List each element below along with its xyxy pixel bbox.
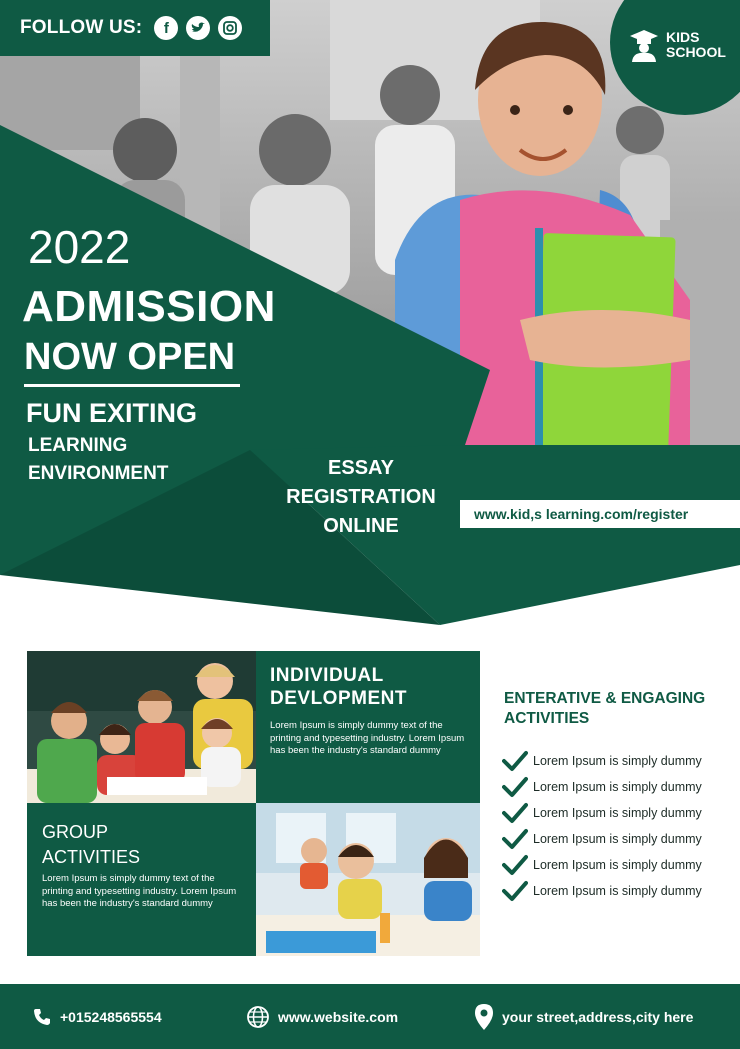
individual-title bbox=[270, 664, 407, 710]
kids-school-logo bbox=[628, 28, 726, 62]
group-title bbox=[42, 820, 140, 870]
hero-tagline-line2: LEARNING bbox=[28, 435, 128, 456]
essay-registration bbox=[268, 454, 454, 541]
hero-headline: ADMISSION bbox=[22, 282, 276, 331]
checkmark-icon bbox=[502, 880, 528, 902]
activity-text: Lorem Ipsum is simply dummy bbox=[533, 780, 702, 794]
essay-line1: ESSAY bbox=[328, 457, 394, 479]
group-title-line1: GROUP bbox=[42, 822, 109, 842]
checkmark-icon bbox=[502, 776, 528, 798]
footer-phone[interactable] bbox=[32, 1007, 162, 1027]
list-item bbox=[502, 878, 702, 904]
essay-line2: REGISTRATION bbox=[286, 486, 436, 508]
individual-title-line2: DEVLOPMENT bbox=[270, 688, 407, 709]
activity-text: Lorem Ipsum is simply dummy bbox=[533, 832, 702, 846]
checkmark-icon bbox=[502, 828, 528, 850]
activities-list bbox=[502, 748, 702, 904]
twitter-icon[interactable] bbox=[186, 16, 210, 40]
list-item bbox=[502, 826, 702, 852]
checkmark-icon bbox=[502, 854, 528, 876]
group-title-line2: ACTIVITIES bbox=[42, 847, 141, 867]
website-text[interactable]: www.website.com bbox=[278, 1008, 399, 1025]
individual-title-line1: INDIVIDUAL bbox=[270, 665, 384, 686]
footer-bar bbox=[0, 984, 740, 1049]
facebook-icon[interactable]: f bbox=[154, 16, 178, 40]
list-item bbox=[502, 748, 702, 774]
activity-text: Lorem Ipsum is simply dummy bbox=[533, 858, 702, 872]
hero-tagline: FUN EXITING bbox=[26, 398, 198, 428]
graduate-icon bbox=[628, 28, 660, 62]
group-body: Lorem Ipsum is simply dummy text of the printing and typesetting industry. Lorem Ipsum has been the industry's standard dummy bbox=[42, 873, 237, 909]
location-pin-icon bbox=[474, 1003, 494, 1031]
follow-us-bar bbox=[0, 0, 270, 56]
checkmark-icon bbox=[502, 802, 528, 824]
follow-us-label: FOLLOW US: bbox=[20, 17, 143, 38]
hero-tagline-line3: ENVIRONMENT bbox=[28, 463, 169, 484]
footer-website[interactable] bbox=[246, 1005, 398, 1029]
register-url-bar[interactable] bbox=[460, 500, 740, 528]
phone-icon bbox=[32, 1007, 52, 1027]
list-item bbox=[502, 800, 702, 826]
hero-year: 2022 bbox=[28, 221, 131, 273]
logo-line2: SCHOOL bbox=[666, 44, 726, 60]
hero-divider bbox=[24, 384, 240, 387]
activity-text: Lorem Ipsum is simply dummy bbox=[533, 884, 702, 898]
activity-text: Lorem Ipsum is simply dummy bbox=[533, 806, 702, 820]
instagram-icon[interactable] bbox=[218, 16, 242, 40]
list-item bbox=[502, 774, 702, 800]
kids-painting-photo bbox=[256, 803, 480, 956]
essay-line3: ONLINE bbox=[323, 515, 399, 537]
activities-title: ENTERATIVE & ENGAGING ACTIVITIES bbox=[504, 690, 706, 727]
address-text: your street,address,city here bbox=[502, 1008, 694, 1025]
hero-subheadline: NOW OPEN bbox=[24, 336, 236, 378]
globe-icon bbox=[246, 1005, 270, 1029]
phone-number[interactable]: +015248565554 bbox=[60, 1008, 162, 1025]
list-item bbox=[502, 852, 702, 878]
activity-text: Lorem Ipsum is simply dummy bbox=[533, 754, 702, 768]
hero-tagline-sub bbox=[28, 432, 168, 488]
footer-address bbox=[474, 1003, 693, 1031]
classroom-photo bbox=[27, 651, 256, 803]
checkmark-icon bbox=[502, 750, 528, 772]
individual-body: Lorem Ipsum is simply dummy text of the printing and typesetting industry. Lorem Ipsum has been the industry's standard dummy bbox=[270, 720, 465, 756]
register-url[interactable]: www.kid,s learning.com/register bbox=[474, 506, 689, 522]
logo-line1: KIDS bbox=[666, 29, 700, 45]
